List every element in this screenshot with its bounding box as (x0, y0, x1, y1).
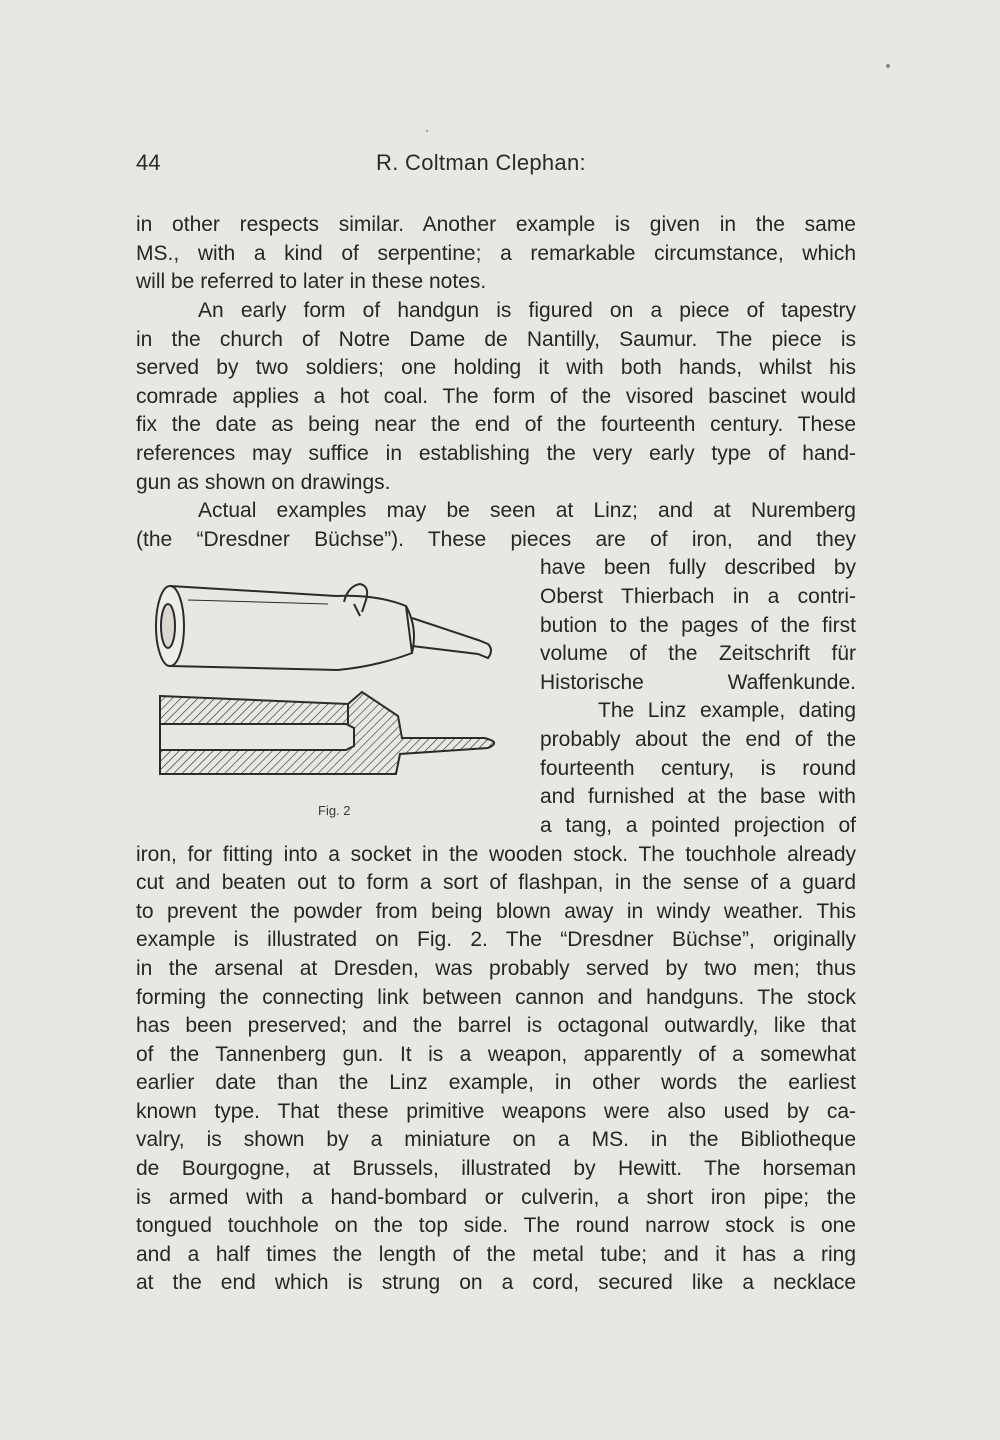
text-line: and a half times the length of the metal tube; and it has a ring (136, 1243, 856, 1266)
paper-speck (886, 64, 890, 68)
text-line: valry, is shown by a miniature on a MS. in the Bibliotheque (136, 1128, 856, 1151)
text-line: fourteenth century, is round (540, 757, 856, 780)
text-line: and furnished at the base with (540, 785, 856, 808)
text-line: has been preserved; and the barrel is octagonal outwardly, like that (136, 1014, 856, 1037)
text-line: forming the connecting link between cannon and handguns. The stock (136, 986, 856, 1009)
text-line: fix the date as being near the end of the fourteenth century. These (136, 413, 856, 436)
text-line: The Linz example, dating (598, 699, 856, 722)
text-line: bution to the pages of the first (540, 614, 856, 637)
text-line: will be referred to later in these notes. (136, 270, 487, 293)
text-line: served by two soldiers; one holding it with both hands, whilst his (136, 356, 856, 379)
handgun-figure (148, 578, 518, 788)
figure-caption: Fig. 2 (318, 803, 351, 818)
text-line: An early form of handgun is figured on a piece of tapestry (198, 299, 856, 322)
text-line: iron, for fitting into a socket in the wooden stock. The touchhole already (136, 843, 856, 866)
text-line: have been fully described by (540, 556, 856, 579)
text-line: MS., with a kind of serpentine; a remarkable circumstance, which (136, 242, 856, 265)
running-head: R. Coltman Clephan: (376, 150, 586, 175)
text-line: cut and beaten out to form a sort of flashpan, in the sense of a guard (136, 871, 856, 894)
text-line: earlier date than the Linz example, in other words the earliest (136, 1071, 856, 1094)
text-line: in the arsenal at Dresden, was probably served by two men; thus (136, 957, 856, 980)
page-number: 44 (136, 150, 161, 175)
text-line: Oberst Thierbach in a contri- (540, 585, 856, 608)
barrel-section-drawing (160, 692, 494, 774)
text-line: is armed with a hand-bombard or culverin, a short iron pipe; the (136, 1186, 856, 1209)
text-line: to prevent the powder from being blown away in windy weather. This (136, 900, 856, 923)
text-line: volume of the Zeitschrift für (540, 642, 856, 665)
text-line: de Bourgogne, at Brussels, illustrated by Hewitt. The horseman (136, 1157, 856, 1180)
barrel-exterior-drawing (156, 584, 491, 670)
text-line: example is illustrated on Fig. 2. The “Dresdner Büchse”, originally (136, 928, 856, 951)
text-line: (the “Dresdner Büchse”). These pieces are of iron, and they (136, 528, 856, 551)
text-line: in the church of Notre Dame de Nantilly, Saumur. The piece is (136, 328, 856, 351)
text-line: Actual examples may be seen at Linz; and at Nuremberg (198, 499, 856, 522)
text-line: references may suffice in establishing the very early type of hand- (136, 442, 856, 465)
text-line: known type. That these primitive weapons were also used by ca- (136, 1100, 856, 1123)
paper-speck (426, 130, 428, 132)
text-line: in other respects similar. Another example is given in the same (136, 213, 856, 236)
text-line: gun as shown on drawings. (136, 471, 391, 494)
text-line: Historische Waffenkunde. (540, 671, 856, 694)
text-line: a tang, a pointed projection of (540, 814, 856, 837)
text-line: comrade applies a hot coal. The form of the visored bascinet would (136, 385, 856, 408)
text-line: of the Tannenberg gun. It is a weapon, apparently of a somewhat (136, 1043, 856, 1066)
text-line: probably about the end of the (540, 728, 856, 751)
text-line: at the end which is strung on a cord, secured like a necklace (136, 1271, 856, 1294)
text-line: tongued touchhole on the top side. The round narrow stock is one (136, 1214, 856, 1237)
page-header (136, 150, 856, 184)
